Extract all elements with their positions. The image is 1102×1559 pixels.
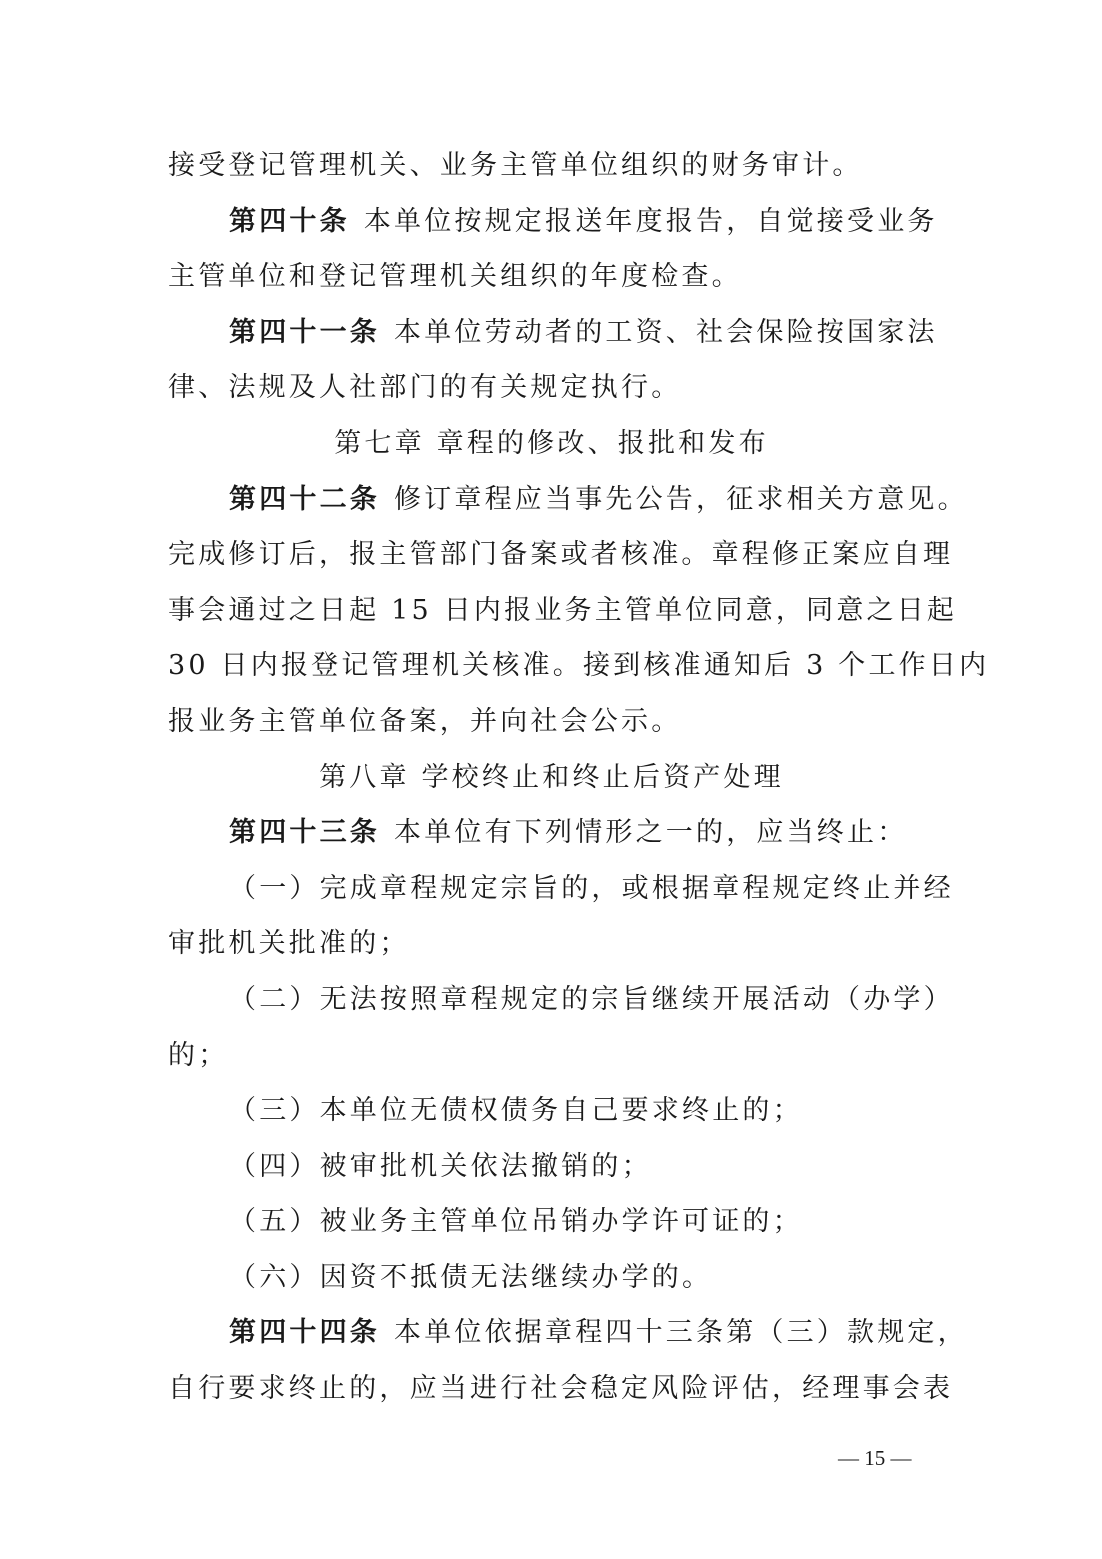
article-40-line xyxy=(168,194,938,250)
article-heading: 第四十三条 xyxy=(229,817,380,849)
list-item: （三）本单位无债权债务自己要求终止的； xyxy=(229,1095,803,1127)
document-body xyxy=(168,138,990,1417)
text-line: 30 日内报登记管理机关核准。接到核准通知后 3 个工作日内 xyxy=(168,650,990,682)
text-line: 主管单位和登记管理机关组织的年度检查。 xyxy=(168,261,742,293)
list-item: （一）完成章程规定宗旨的，或根据章程规定终止并经 xyxy=(229,872,954,904)
list-item: （二）无法按照章程规定的宗旨继续开展活动（办学） xyxy=(229,983,954,1015)
text-span: 本单位有下列情形之一的，应当终止： xyxy=(394,817,908,849)
list-item: （五）被业务主管单位吊销办学许可证的； xyxy=(229,1206,803,1238)
text-span: 本单位依据章程四十三条第（三）款规定， xyxy=(394,1317,968,1349)
chapter-8-heading: 第八章 学校终止和终止后资产处理 xyxy=(319,761,784,793)
article-heading: 第四十一条 xyxy=(229,316,380,348)
text-line: 完成修订后，报主管部门备案或者核准。章程修正案应自理 xyxy=(168,539,954,571)
page-number: — 15 — xyxy=(838,1446,912,1470)
text-line: 自行要求终止的，应当进行社会稳定风险评估，经理事会表 xyxy=(168,1373,954,1405)
text-span: 修订章程应当事先公告，征求相关方意见。 xyxy=(394,483,968,515)
article-44-line xyxy=(168,1305,968,1361)
text-line: 律、法规及人社部门的有关规定执行。 xyxy=(168,372,682,404)
chapter-7-heading: 第七章 章程的修改、报批和发布 xyxy=(334,427,769,459)
article-heading: 第四十二条 xyxy=(229,483,380,515)
text-line: 的； xyxy=(168,1039,229,1071)
article-heading: 第四十四条 xyxy=(229,1317,380,1349)
text-span: 本单位劳动者的工资、社会保险按国家法 xyxy=(394,316,938,348)
list-item: （四）被审批机关依法撤销的； xyxy=(229,1150,652,1182)
article-heading: 第四十条 xyxy=(229,205,350,237)
text-line: 审批机关批准的； xyxy=(168,928,410,960)
list-item: （六）因资不抵债无法继续办学的。 xyxy=(229,1261,713,1293)
article-43-line xyxy=(168,805,935,861)
text-line: 报业务主管单位备案，并向社会公示。 xyxy=(168,705,682,737)
text-span: 本单位按规定报送年度报告，自觉接受业务 xyxy=(363,205,938,237)
text-line: 事会通过之日起 15 日内报业务主管单位同意，同意之日起 xyxy=(168,594,958,626)
text-line: 接受登记管理机关、业务主管单位组织的财务审计。 xyxy=(168,150,863,181)
article-42-line xyxy=(168,472,968,528)
article-41-line xyxy=(168,305,938,361)
